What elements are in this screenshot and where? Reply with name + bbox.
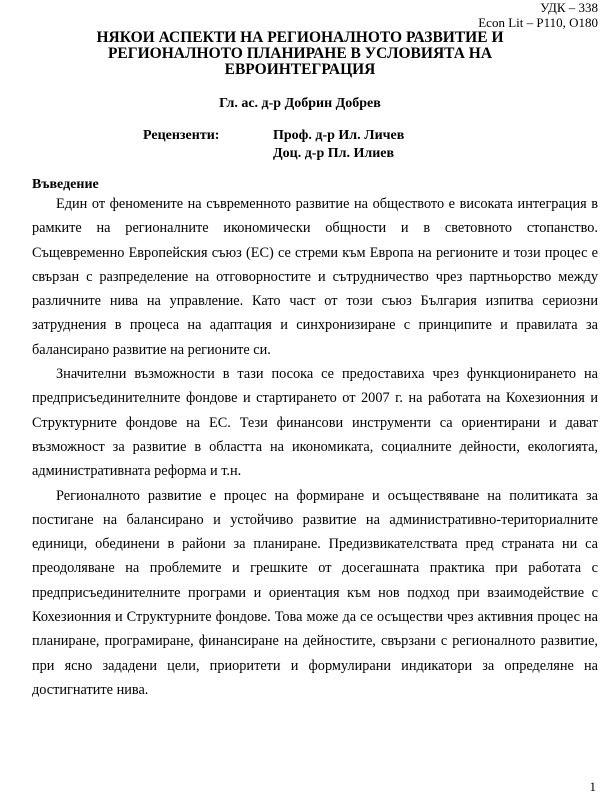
reviewer-second: Доц. д-р Пл. Илиев <box>273 146 395 161</box>
paragraph-3: Регионалното развитие е процес на формиране и осъществяване на политиката за постигане на балансирано и устойчиво развитие на административно-териториалните единици, обединени в райони за планиране. Предизвикателствата пред страната ни са преодоляване на проблемите и грешките от досегашната практика при работата с предприсъединителните програми и ориентация към нов подход при взаимодействие с Кохезионния и Структурните фондове. Това може да се осъществи чрез активния процес на планиране, програмиране, финансиране на дейностите, свързани с регионалното развитие, при ясно зададени цели, приоритети и формулирани индикатори за определяне на достигнатите нива. <box>32 487 598 698</box>
title-line-1: НЯКОИ АСПЕКТИ НА РЕГИОНАЛНОТО РАЗВИТИЕ И <box>96 29 504 46</box>
classification-codes <box>478 0 598 30</box>
section-heading: Въведение <box>32 177 99 192</box>
econlit-code: Econ Lit – P110, O180 <box>478 15 598 30</box>
title-line-3: ЕВРОИНТЕГРАЦИЯ <box>224 61 376 78</box>
paper-title <box>52 30 548 78</box>
reviewer-first: Проф. д-р Ил. Личев <box>273 128 405 143</box>
page-number: 1 <box>589 779 596 794</box>
reviewers-label: Рецензенти: <box>143 128 220 143</box>
body-text <box>32 192 598 702</box>
paragraph-1: Един от феномените на съвременното развитие на обществото е високата интеграция в рамките на регионалните икономически общности и в световното стопанство. Същевременно Европейския съюз (ЕС) се стреми към Европа на регионите и този процес е свързан с разпределение на отговорностите и сътрудничество чрез партньорство между различните нива на управление. Като част от този съюз България изпитва сериозни затруднения в процеса на адаптация и синхронизиране с принципите и правилата за балансирано развитие на регионите си. <box>32 196 598 358</box>
paragraph-2: Значителни възможности в тази посока се предоставиха чрез функционирането на предприсъединителните фондове и стартирането от 2007 г. на работата на Кохезионния и Структурните фондове на ЕС. Тези финансови инструменти са ориентирани и дават възможност за развитие в областта на икономиката, социалните дейности, екологията, административната реформа и т.н. <box>32 366 598 480</box>
title-line-2: РЕГИОНАЛНОТО ПЛАНИРАНЕ В УСЛОВИЯТА НА <box>107 45 493 62</box>
author-name: Гл. ас. д-р Добрин Добрев <box>219 96 381 111</box>
udk-code: УДК – 338 <box>540 0 598 15</box>
